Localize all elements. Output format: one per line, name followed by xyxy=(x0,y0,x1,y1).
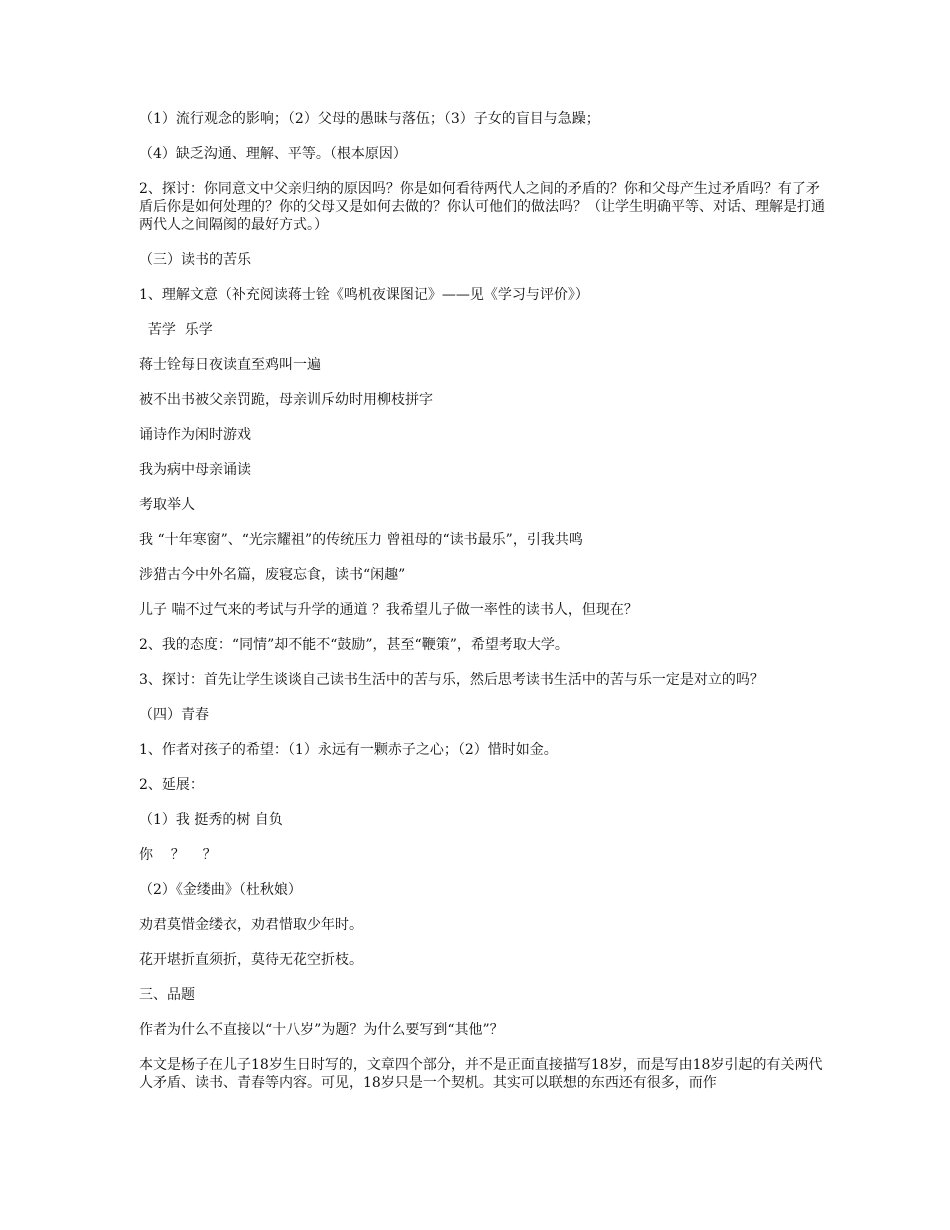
section-heading-reading: （三）读书的苦乐 xyxy=(139,252,251,268)
list-item: 被不出书被父亲罚跪，母亲训斥幼时用柳枝拼字 xyxy=(139,392,433,408)
poem-title: （2）《金缕曲》（杜秋娘） xyxy=(139,882,302,898)
paragraph-causes-1: （1）流行观念的影响；（2）父母的愚昧与落伍；（3）子女的盲目与急躁； xyxy=(139,111,600,127)
paragraph-causes-2: （4）缺乏沟通、理解、平等。（根本原因） xyxy=(139,146,407,162)
paragraph-understand-text: 1、理解文意（补充阅读蒋士铨《鸣机夜课图记》——见《学习与评价》） xyxy=(139,287,589,303)
paragraph-discussion-reading: 3、探讨：首先让学生谈谈自己读书生活中的苦与乐，然后思考读书生活中的苦与乐一定是对立的吗？ xyxy=(139,672,764,688)
list-item: 我为病中母亲诵读 xyxy=(139,462,251,478)
document-body xyxy=(139,110,829,1109)
paragraph-hard-happy-study: 苦学 乐学 xyxy=(139,322,213,338)
list-item: 我 “十年寒窗”、“光宗耀祖”的传统压力 曾祖母的“读书最乐”，引我共鸣 xyxy=(139,532,583,548)
paragraph-discussion-parents: 2、探讨：你同意文中父亲归纳的原因吗？你是如何看待两代人之间的矛盾的？你和父母产生过矛盾吗？有了矛盾后你是如何处理的？你的父母又是如何去做的？你认可他们的做法吗？（让学生明确平等、对话、理解是打通两代人之间隔阂的最好方式。） xyxy=(139,181,825,233)
paragraph-title-question: 作者为什么不直接以“十八岁”为题？为什么要写到“其他”？ xyxy=(139,1022,504,1038)
paragraph-extension: 2、延展： xyxy=(139,777,204,793)
section-heading-youth: （四）青春 xyxy=(139,707,209,723)
poem-line: 劝君莫惜金缕衣，劝君惜取少年时。 xyxy=(139,917,363,933)
paragraph-title-answer: 本文是杨子在儿子18岁生日时写的，文章四个部分，并不是正面直接描写18岁，而是写由18岁引起的有关两代人矛盾、读书、青春等内容。可见，18岁只是一个契机。其实可以联想的东西还有很多，而作 xyxy=(139,1057,823,1091)
list-item: （1）我 挺秀的树 自负 xyxy=(139,812,283,828)
list-item: 诵诗作为闲时游戏 xyxy=(139,427,251,443)
list-item: 蒋士铨每日夜读直至鸡叫一遍 xyxy=(139,357,321,373)
section-heading-title-analysis: 三、品题 xyxy=(139,987,195,1003)
list-item: 考取举人 xyxy=(139,497,195,513)
list-item: 儿子 喘不过气来的考试与升学的通道 ？我希望儿子做一率性的读书人，但现在？ xyxy=(139,602,638,618)
paragraph-author-hopes: 1、作者对孩子的希望：（1）永远有一颗赤子之心；（2）惜时如金。 xyxy=(139,742,558,758)
list-item: 涉猎古今中外名篇，废寝忘食，读书“闲趣” xyxy=(139,567,406,583)
paragraph-my-attitude: 2、我的态度：“同情”却不能不“鼓励”，甚至“鞭策”，希望考取大学。 xyxy=(139,637,569,653)
poem-line: 花开堪折直须折，莫待无花空折枝。 xyxy=(139,952,363,968)
list-item: 你 ？ ？ xyxy=(139,847,217,863)
